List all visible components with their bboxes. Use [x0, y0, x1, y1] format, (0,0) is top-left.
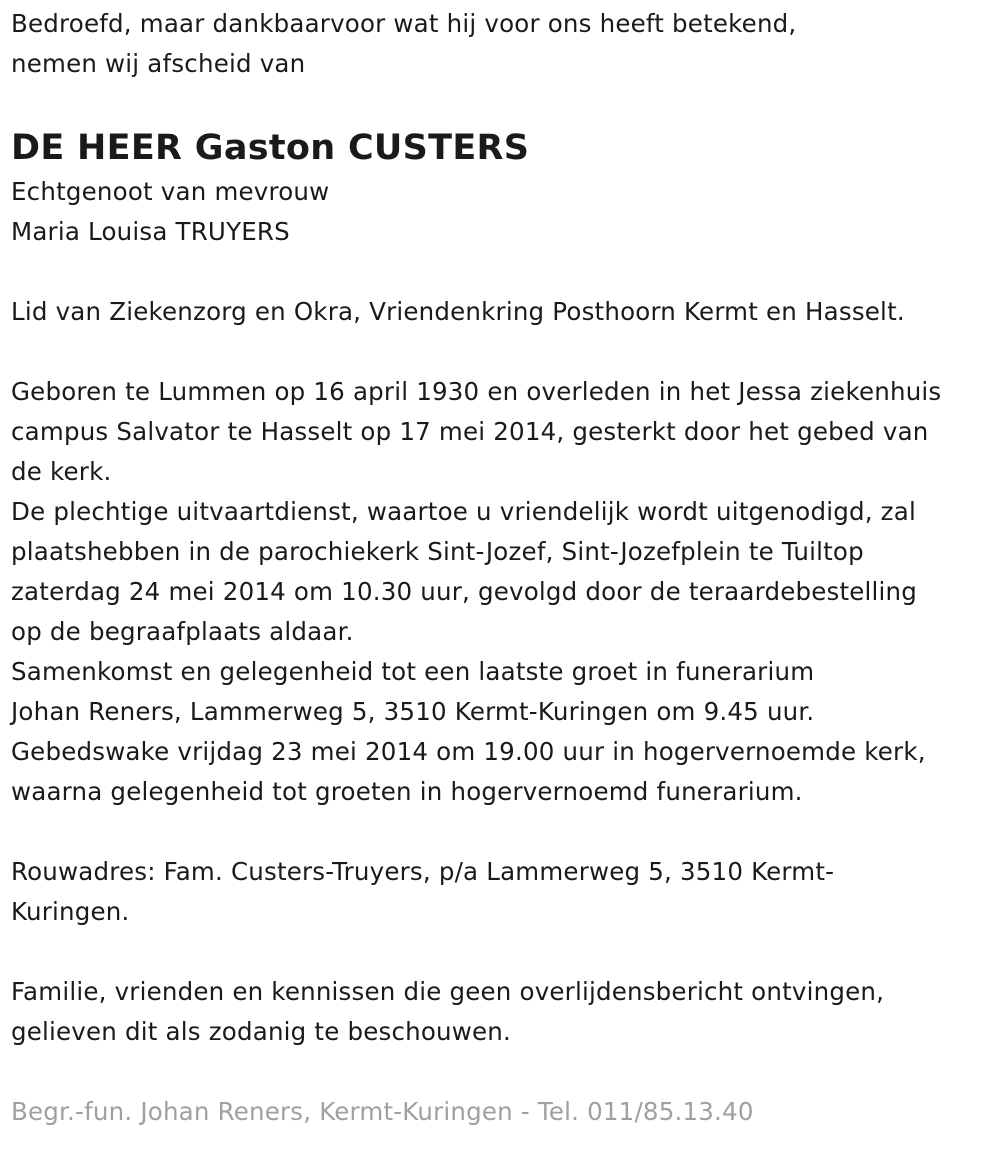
spouse-line: Echtgenoot van mevrouw — [11, 177, 330, 206]
announcement-line: Samenkomst en gelegenheid tot een laatste groet in funerarium — [11, 657, 815, 686]
announcement-line: op de begraafplaats aldaar. — [11, 617, 354, 646]
closing-line: gelieven dit als zodanig te beschouwen. — [11, 1017, 512, 1046]
announcement-line: plaatshebben in de parochiekerk Sint-Jozef, Sint-Jozefplein te Tuiltop — [11, 537, 864, 566]
announcement-line: zaterdag 24 mei 2014 om 10.30 uur, gevolgd door de teraardebestelling — [11, 577, 918, 606]
announcement-block — [11, 372, 996, 812]
intro-line: nemen wij afscheid van — [11, 49, 306, 78]
intro-line: Bedroefd, maar dankbaarvoor wat hij voor ons heeft betekend, — [11, 9, 797, 38]
announcement-line: waarna gelegenheid tot groeten in hogervernoemd funerarium. — [11, 777, 803, 806]
spacer — [11, 332, 996, 372]
announcement-line: De plechtige uitvaartdienst, waartoe u vriendelijk wordt uitgenodigd, zal — [11, 497, 916, 526]
announcement-line: Geboren te Lummen op 16 april 1930 en overleden in het Jessa ziekenhuis — [11, 377, 942, 406]
mourning-address-line: Rouwadres: Fam. Custers-Truyers, p/a Lammerweg 5, 3510 Kermt- — [11, 857, 835, 886]
mourning-address-block — [11, 852, 996, 932]
funeral-home-footer: Begr.-fun. Johan Reners, Kermt-Kuringen - Tel. 011/85.13.40 — [11, 1097, 754, 1126]
announcement-line: Johan Reners, Lammerweg 5, 3510 Kermt-Kuringen om 9.45 uur. — [11, 697, 815, 726]
spouse-name: Maria Louisa TRUYERS — [11, 217, 290, 246]
membership-line: Lid van Ziekenzorg en Okra, Vriendenkring Posthoorn Kermt en Hasselt. — [11, 297, 905, 326]
announcement-line: de kerk. — [11, 457, 112, 486]
announcement-line: campus Salvator te Hasselt op 17 mei 2014, gesterkt door het gebed van — [11, 417, 929, 446]
mourning-address-line: Kuringen. — [11, 897, 130, 926]
announcement-line: Gebedswake vrijdag 23 mei 2014 om 19.00 uur in hogervernoemde kerk, — [11, 737, 926, 766]
spouse-block — [11, 172, 996, 252]
closing-line: Familie, vrienden en kennissen die geen overlijdensbericht ontvingen, — [11, 977, 885, 1006]
intro-block — [11, 4, 996, 84]
deceased-name: DE HEER Gaston CUSTERS — [11, 128, 530, 168]
spacer — [11, 252, 996, 292]
closing-block — [11, 972, 996, 1052]
spacer — [11, 812, 996, 852]
spacer — [11, 932, 996, 972]
spacer — [11, 1052, 996, 1092]
death-notice — [11, 4, 996, 1132]
